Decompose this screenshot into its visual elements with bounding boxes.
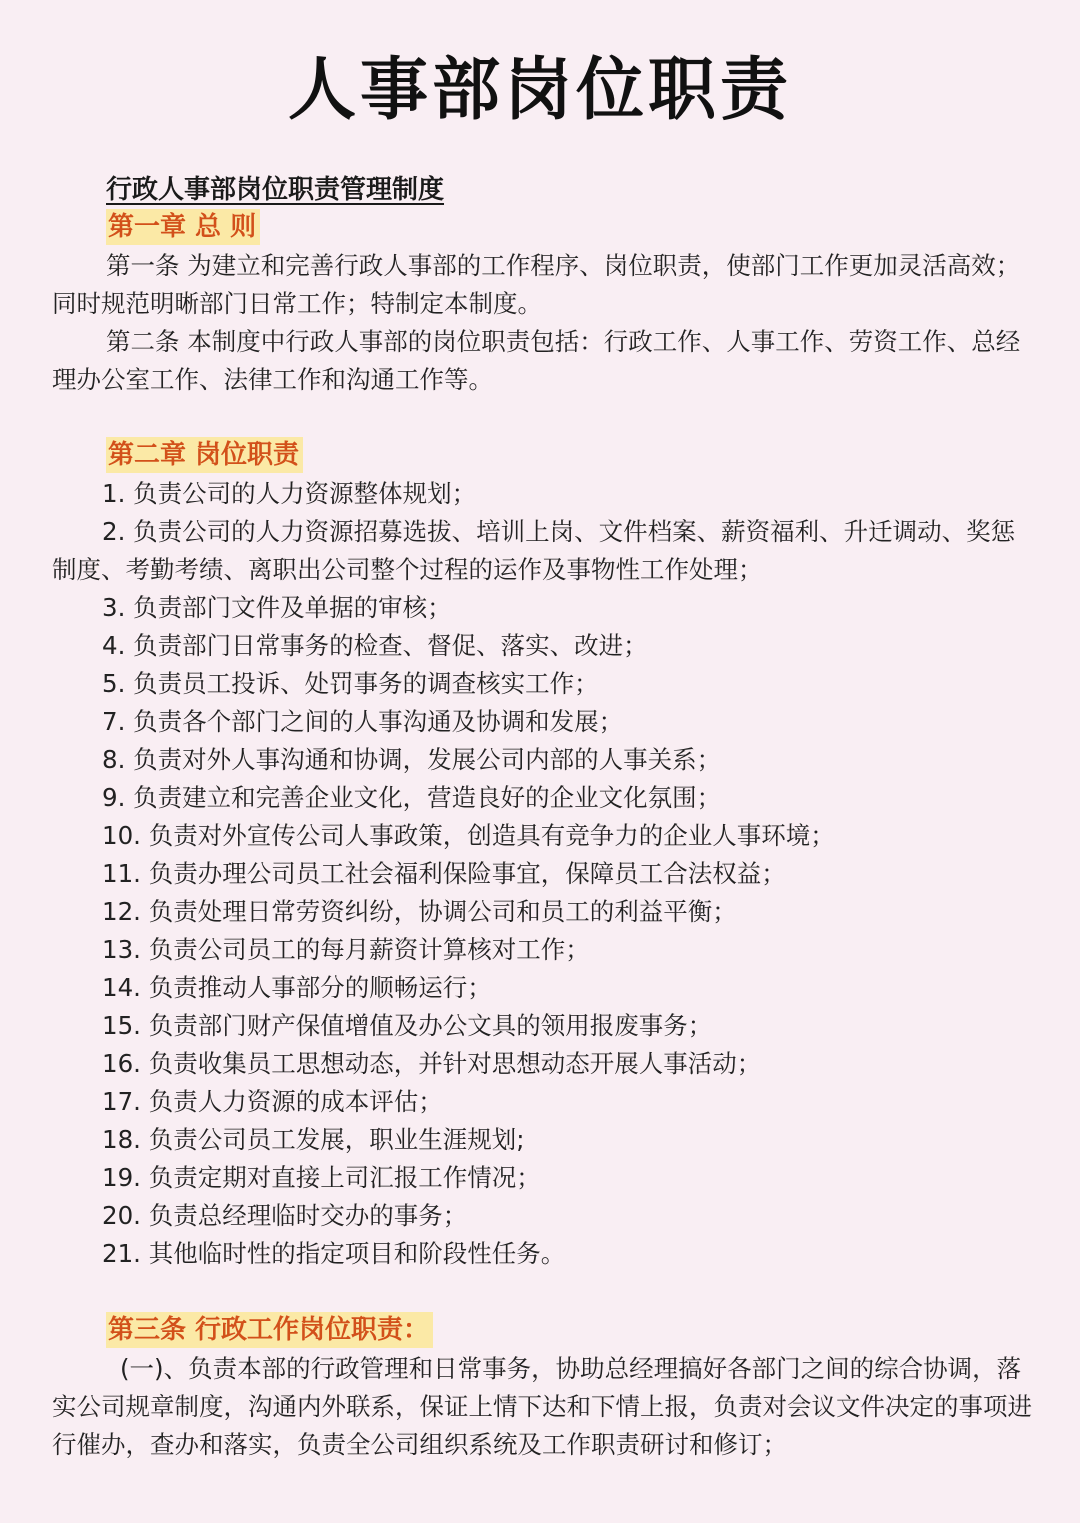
duty-item: 14. 负责推动人事部分的顺畅运行；	[102, 973, 492, 1002]
duty-item: 20. 负责总经理临时交办的事务；	[102, 1201, 468, 1230]
page-title: 人事部岗位职责	[287, 51, 792, 130]
chapter-1-heading: 第一章 总 则	[106, 209, 260, 245]
chapter-3-paragraph-1: (一)、负责本部的行政管理和日常事务，协助总经理搞好各部门之间的综合协调，落实公司规章制度，沟通内外联系，保证上情下达和下情上报，负责对会议文件决定的事项进行催办，查办和落实，负责全公司组织系统及工作职责研讨和修订；	[52, 1354, 1032, 1459]
duty-item: 8. 负责对外人事沟通和协调，发展公司内部的人事关系；	[102, 745, 722, 774]
duty-item: 11. 负责办理公司员工社会福利保险事宜，保障员工合法权益；	[102, 859, 786, 888]
chapter-2-heading: 第二章 岗位职责	[106, 437, 303, 473]
duty-item: 1. 负责公司的人力资源整体规划；	[102, 479, 477, 508]
duty-item: 15. 负责部门财产保值增值及办公文具的领用报废事务；	[102, 1011, 713, 1040]
chapter-3-heading: 第三条 行政工作岗位职责：	[106, 1312, 433, 1348]
duty-item: 18. 负责公司员工发展，职业生涯规划;	[102, 1125, 525, 1154]
duty-item: 19. 负责定期对直接上司汇报工作情况；	[102, 1163, 541, 1192]
duty-item: 3. 负责部门文件及单据的审核；	[102, 593, 452, 622]
chapter-1-article-1: 第一条 为建立和完善行政人事部的工作程序、岗位职责，使部门工作更加灵活高效；同时规范明晰部门日常工作；特制定本制度。	[52, 251, 1021, 318]
duty-item: 7. 负责各个部门之间的人事沟通及协调和发展；	[102, 707, 624, 736]
duty-item: 12. 负责处理日常劳资纠纷，协调公司和员工的利益平衡；	[102, 897, 737, 926]
duty-item: 16. 负责收集员工思想动态，并针对思想动态开展人事活动；	[102, 1049, 762, 1078]
duty-item: 5. 负责员工投诉、处罚事务的调查核实工作；	[102, 669, 599, 698]
document-subtitle: 行政人事部岗位职责管理制度	[106, 175, 445, 205]
duty-item: 10. 负责对外宣传公司人事政策，创造具有竞争力的企业人事环境；	[102, 821, 835, 850]
duty-item: 17. 负责人力资源的成本评估；	[102, 1087, 443, 1116]
duty-item: 13. 负责公司员工的每月薪资计算核对工作；	[102, 935, 590, 964]
duty-item: 9. 负责建立和完善企业文化，营造良好的企业文化氛围；	[102, 783, 722, 812]
duty-item: 4. 负责部门日常事务的检查、督促、落实、改进；	[102, 631, 648, 660]
chapter-1-article-2: 第二条 本制度中行政人事部的岗位职责包括：行政工作、人事工作、劳资工作、总经理办公室工作、法律工作和沟通工作等。	[52, 327, 1021, 394]
duty-item: 2. 负责公司的人力资源招募选拔、培训上岗、文件档案、薪资福利、升迁调动、奖惩制度、考勤考绩、离职出公司整个过程的运作及事物性工作处理；	[52, 517, 1016, 584]
duty-item: 21. 其他临时性的指定项目和阶段性任务。	[102, 1239, 566, 1268]
